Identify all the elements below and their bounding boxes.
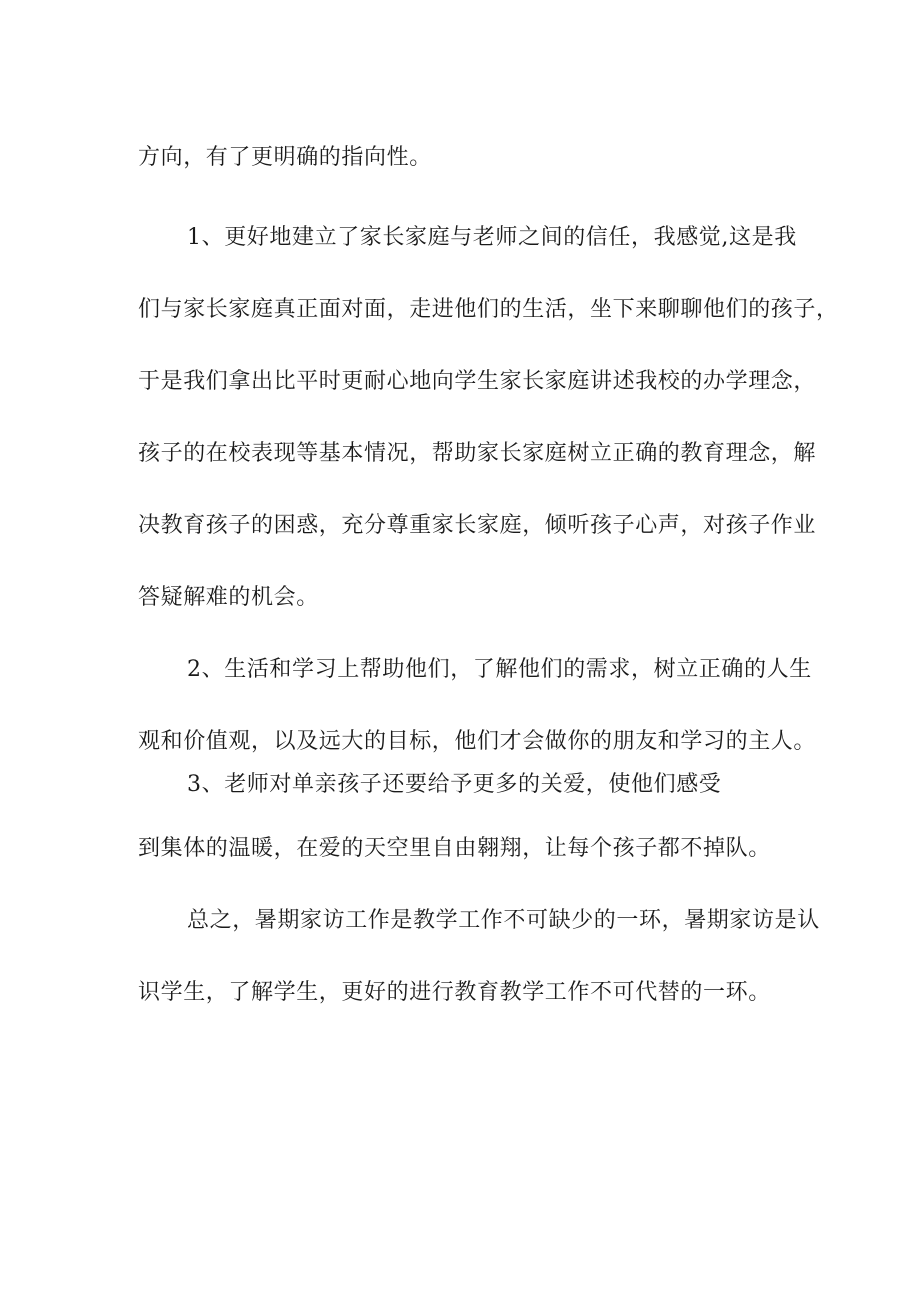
text-line: 观和价值观，以及远大的目标，他们才会做你的朋友和学习的主人。 <box>138 729 817 754</box>
text-line: 答疑解难的机会。 <box>138 585 319 610</box>
paragraph-3-heading-line: 3、老师对单亲孩子还要给予更多的关爱，使他们感受 <box>187 772 722 797</box>
text-line: 识学生，了解学生，更好的进行教育教学工作不可代替的一环。 <box>138 980 771 1005</box>
conclusion-heading-line: 总之，暑期家访工作是教学工作不可缺少的一环，暑期家访是认 <box>187 908 820 933</box>
text-line: 方向，有了更明确的指向性。 <box>138 145 432 170</box>
text-line: 们与家长家庭真正面对面，走进他们的生活，坐下来聊聊他们的孩子， <box>138 297 839 322</box>
text-line: 决教育孩子的困惑，充分尊重家长家庭，倾听孩子心声，对孩子作业 <box>138 513 817 538</box>
paragraph-2-heading-line: 2、生活和学习上帮助他们，了解他们的需求，树立正确的人生 <box>187 657 812 682</box>
text-line: 到集体的温暖，在爱的天空里自由翱翔，让每个孩子都不掉队。 <box>138 836 771 861</box>
text-line: 孩子的在校表现等基本情况，帮助家长家庭树立正确的教育理念，解 <box>138 441 817 466</box>
text-line: 于是我们拿出比平时更耐心地向学生家长家庭讲述我校的办学理念， <box>138 369 817 394</box>
paragraph-1-heading-line: 1、更好地建立了家长家庭与老师之间的信任，我感觉,这是我 <box>187 225 797 250</box>
